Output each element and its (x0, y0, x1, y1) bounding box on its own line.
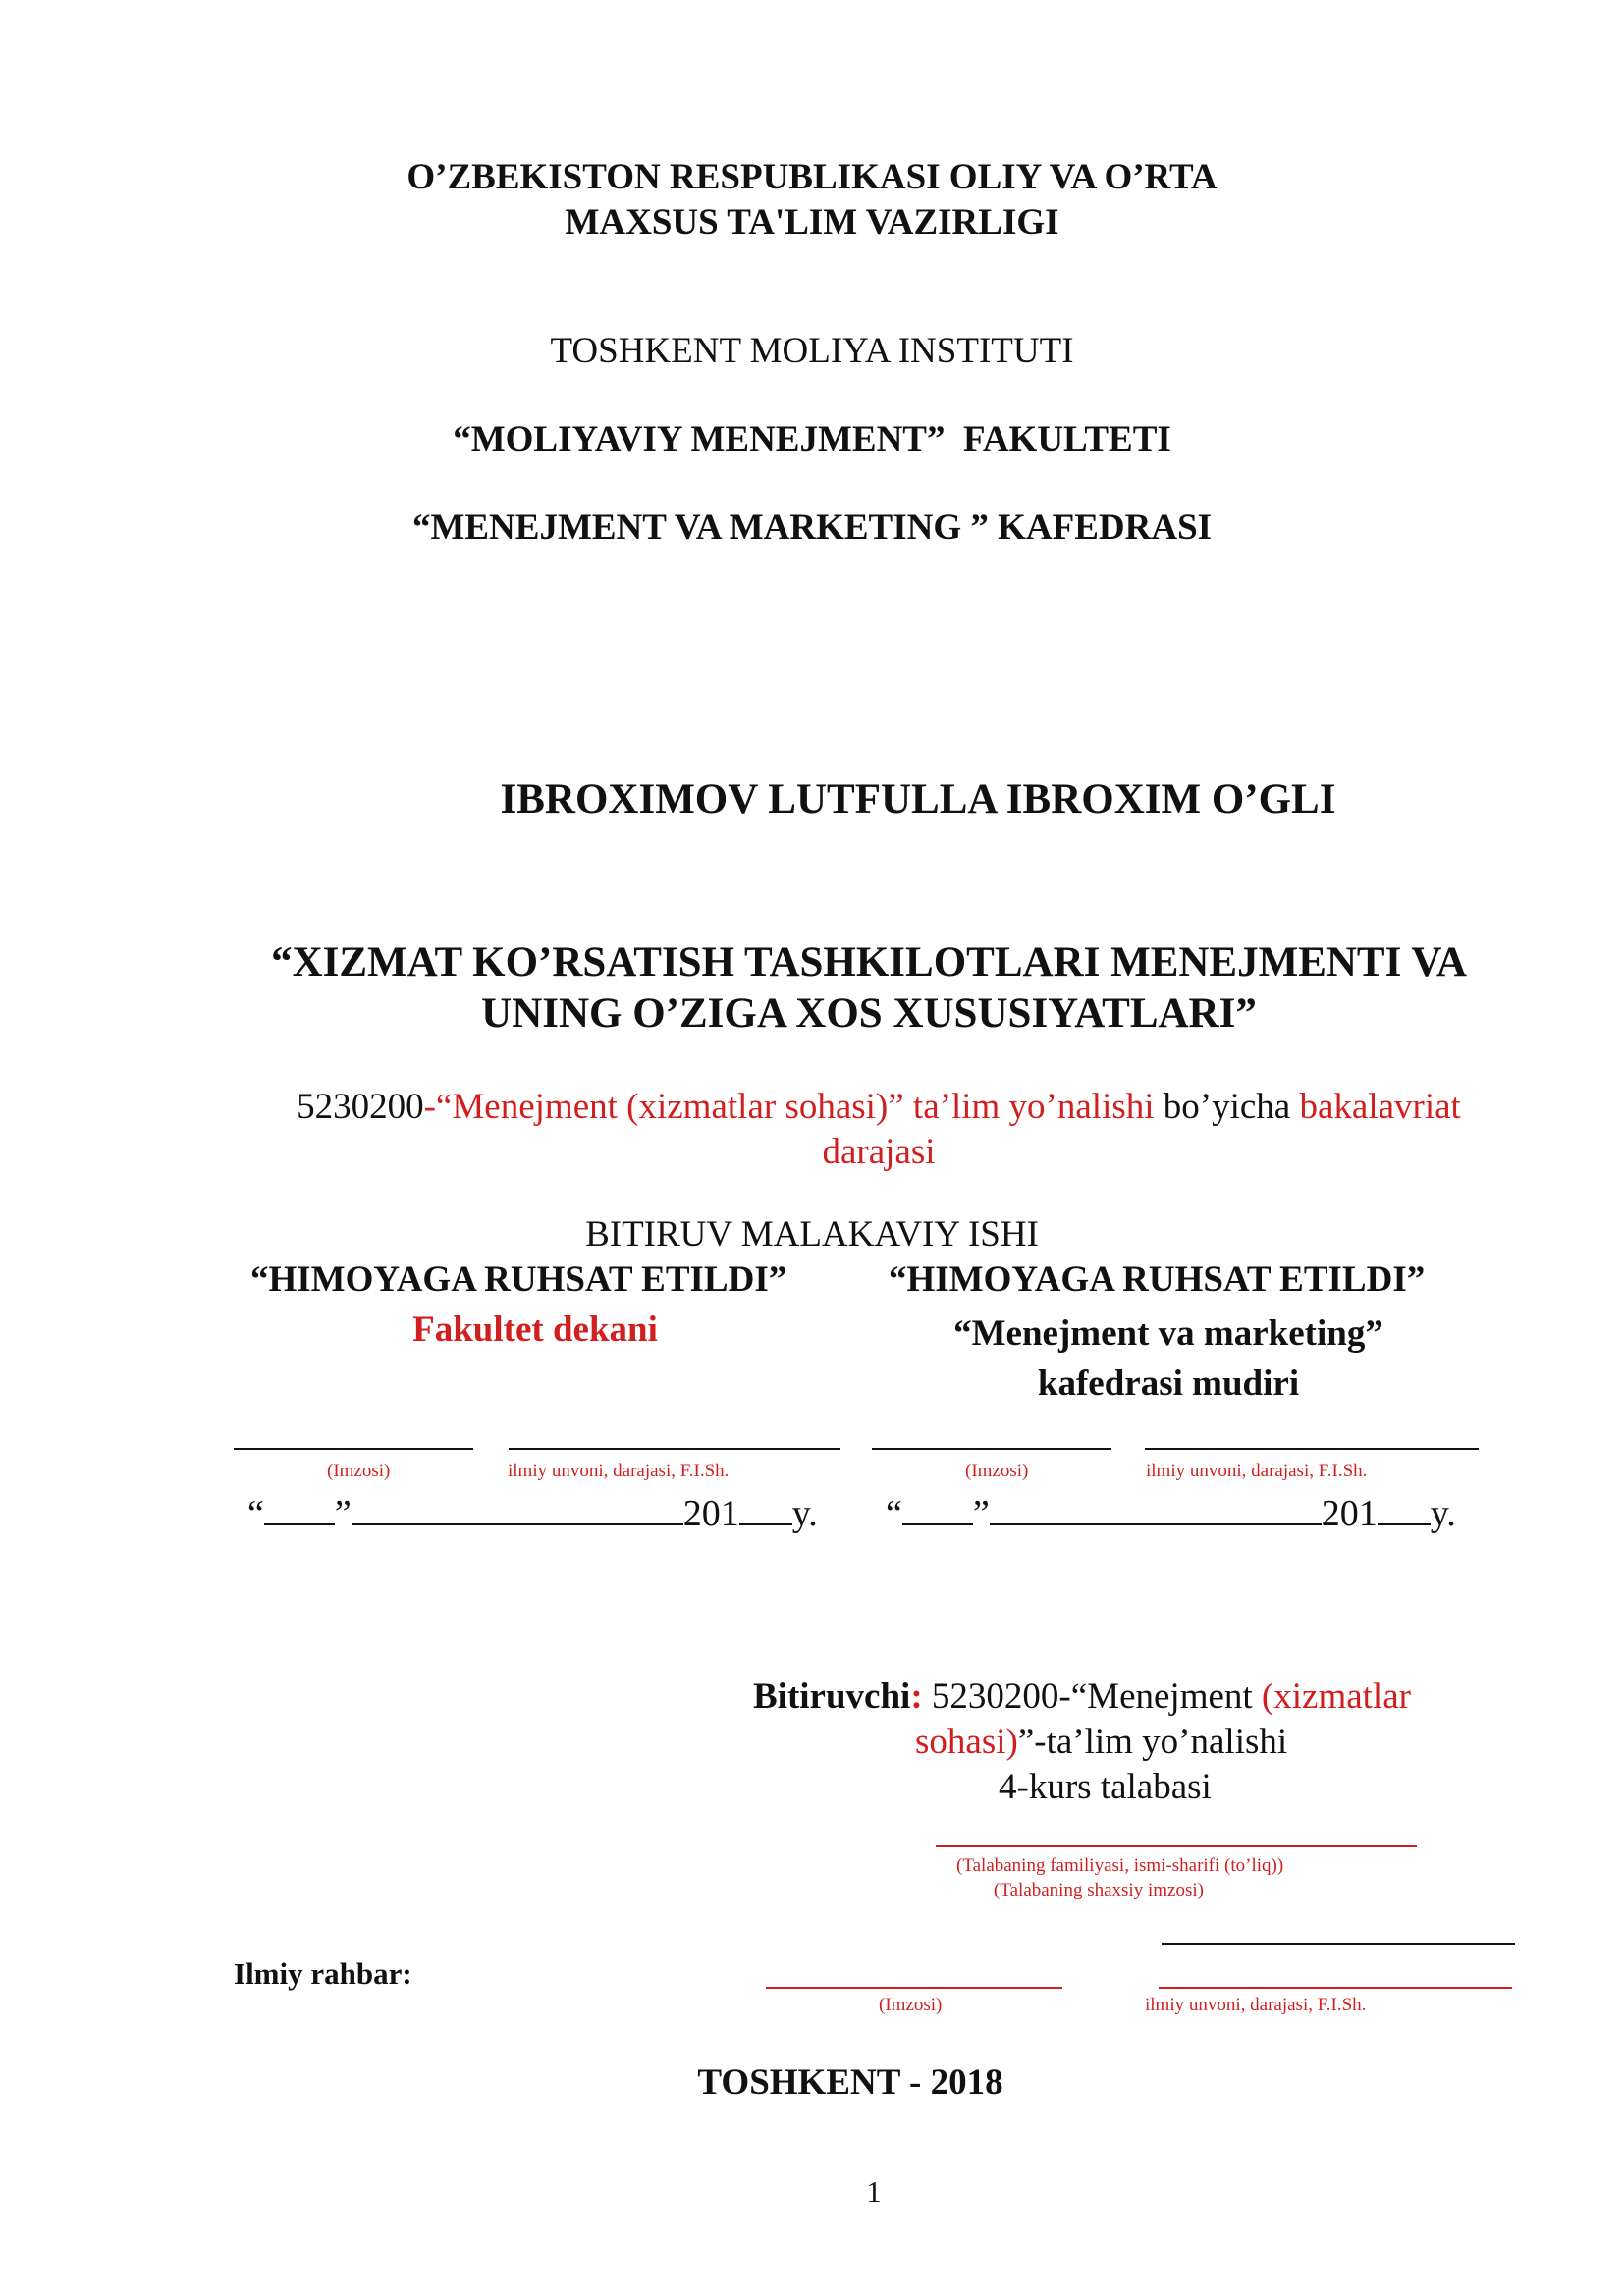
approval-right-heading: “HIMOYAGA RUHSAT ETILDI” (889, 1259, 1426, 1300)
graduate-direction-after: ”-ta’lim yo’nalishi (1017, 1722, 1288, 1762)
graduate-signature-caption: (Talabaning shaxsiy imzosi) (994, 1880, 1204, 1900)
work-type: BITIRUV MALAKAVIY ISHI (585, 1214, 1039, 1255)
approval-right-signature-caption: (Imzosi) (965, 1461, 1029, 1481)
city-year: TOSHKENT - 2018 (697, 2062, 1003, 2103)
approval-right-name-line[interactable] (1145, 1448, 1479, 1450)
date-close-quote: ” (972, 1493, 990, 1534)
supervisor-name-caption: ilmiy unvoni, darajasi, F.I.Sh. (1145, 1995, 1367, 2015)
graduate-name-caption: (Talabaning familiyasi, ismi-sharifi (to’liq)) (956, 1855, 1284, 1876)
direction-statement (196, 1085, 1561, 1175)
year-suffix: y. (1430, 1493, 1456, 1534)
graduate-course: 4-kurs talabasi (999, 1767, 1212, 1807)
approval-left-signature-caption: (Imzosi) (327, 1461, 391, 1481)
year-blank[interactable] (1378, 1494, 1431, 1525)
department-name: “MENEJMENT VA MARKETING ” KAFEDRASI (411, 507, 1213, 548)
approval-right-role (884, 1308, 1453, 1409)
faculty-name: “MOLIYAVIY MENEJMENT” FAKULTETI (453, 419, 1171, 459)
day-blank[interactable] (902, 1494, 973, 1525)
ministry-line-1: O’ZBEKISTON RESPUBLIKASI OLIY VA O’RTA (406, 157, 1218, 197)
approval-left-heading: “HIMOYAGA RUHSAT ETILDI” (250, 1259, 787, 1300)
month-blank[interactable] (990, 1494, 1322, 1525)
year-blank[interactable] (739, 1494, 792, 1525)
direction-degree-suffix: darajasi (822, 1132, 936, 1172)
graduate-label: Bitiruvchi (753, 1677, 911, 1717)
approval-right-date[interactable] (886, 1492, 1456, 1535)
supervisor-name-line[interactable] (1159, 1987, 1512, 1989)
direction-degree: bakalavriat (1299, 1087, 1461, 1127)
supervisor-signature-caption: (Imzosi) (879, 1995, 943, 2015)
graduate-direction-red-1: (xizmatlar (1261, 1677, 1411, 1717)
supervisor-label: Ilmiy rahbar: (234, 1956, 412, 1991)
graduate-direction-code: 5230200-“Menejment (922, 1677, 1262, 1717)
year-prefix: 201 (1321, 1493, 1378, 1534)
thesis-title-line-2: UNING O’ZIGA XOS XUSUSIYATLARI” (481, 990, 1257, 1037)
thesis-title-line-1: “XIZMAT KO’RSATISH TASHKILOTLARI MENEJMENTI VA (271, 939, 1467, 986)
approval-right-name-caption: ilmiy unvoni, darajasi, F.I.Sh. (1146, 1461, 1368, 1481)
supervisor-extra-line[interactable] (1162, 1943, 1515, 1945)
direction-code: 5230200 (297, 1087, 424, 1127)
month-blank[interactable] (352, 1494, 683, 1525)
graduate-colon: : (910, 1677, 923, 1717)
graduate-name-line[interactable] (936, 1845, 1417, 1847)
ministry-heading (0, 155, 1624, 245)
date-close-quote: ” (334, 1493, 352, 1534)
approval-left-role: Fakultet dekani (412, 1309, 658, 1350)
approval-left-name-caption: ilmiy unvoni, darajasi, F.I.Sh. (508, 1461, 730, 1481)
page-number: 1 (866, 2174, 882, 2209)
year-prefix: 201 (682, 1493, 739, 1534)
thesis-title (216, 937, 1522, 1040)
day-blank[interactable] (264, 1494, 335, 1525)
approval-right-signature-line[interactable] (872, 1448, 1111, 1450)
direction-middle: bo’yicha (1154, 1087, 1300, 1127)
year-suffix: y. (791, 1493, 818, 1534)
approval-left-date[interactable] (247, 1492, 818, 1535)
direction-dash: - (423, 1087, 436, 1127)
approval-right-role-line-1: “Menejment va marketing” (953, 1313, 1383, 1354)
institute-name: TOSHKENT MOLIYA INSTITUTI (550, 331, 1074, 371)
approval-left-signature-line[interactable] (234, 1448, 473, 1450)
graduate-direction-red-2: sohasi) (915, 1722, 1018, 1762)
date-open-quote: “ (247, 1493, 264, 1534)
approval-left-name-line[interactable] (509, 1448, 840, 1450)
direction-name: “Menejment (xizmatlar sohasi)” ta’lim yo’nalishi (435, 1087, 1155, 1127)
graduate-line-2 (915, 1721, 1287, 1763)
author-name: IBROXIMOV LUTFULLA IBROXIM O’GLI (500, 776, 1336, 823)
supervisor-signature-line[interactable] (766, 1987, 1062, 1989)
approval-right-role-line-2: kafedrasi mudiri (1037, 1363, 1300, 1404)
graduate-line-1 (753, 1676, 1411, 1718)
ministry-line-2: MAXSUS TA'LIM VAZIRLIGI (565, 202, 1059, 242)
date-open-quote: “ (886, 1493, 902, 1534)
